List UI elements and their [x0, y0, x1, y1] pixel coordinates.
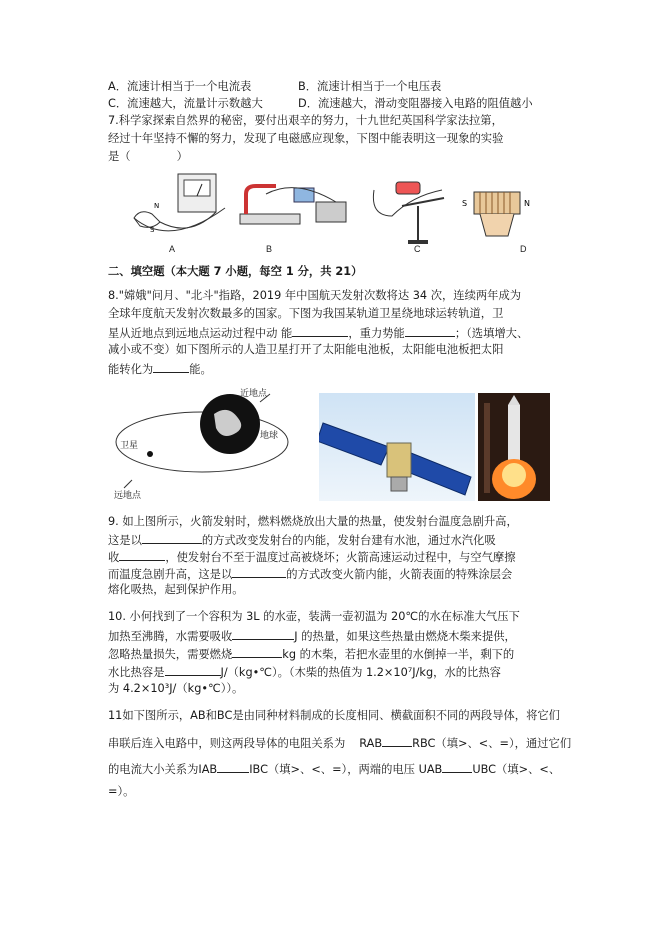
- q8-line5: 能转化为 能。: [108, 360, 212, 378]
- figure-c: [372, 176, 462, 246]
- q10-line5: 为 4.2×10³J/（kg•℃））。: [108, 682, 244, 695]
- q11-line3: 的电流大小关系为IAB IBC（填>、<、=），两端的电压 UAB UBC（填>、<、: [108, 760, 560, 778]
- figure-a: [130, 168, 230, 246]
- q11-line4: =）。: [108, 785, 135, 798]
- section-title: 二、填空题（本大题 7 小题，每空 1 分，共 21）: [108, 265, 363, 278]
- q7-line2: 经过十年坚持不懈的努力，发现了电磁感应现象，下图中能表明这一现象的实验: [108, 132, 504, 145]
- rocket-image: [478, 393, 550, 501]
- q7-line3: 是（ ）: [108, 150, 188, 163]
- q8-line4: 减小或不变）如下图所示的人造卫星打开了太阳能电池板，太阳能电池板把太阳: [108, 343, 504, 356]
- q11-line2: 串联后连入电路中，则这两段导体的电阻关系为 RAB RBC（填>、<、=），通过它们: [108, 734, 571, 752]
- q10-line2: 加热至沸腾，水需要吸收 J 的热量，如果这些热量由燃烧木柴来提供，: [108, 627, 516, 645]
- q8-line3: 星从近地点到远地点运动过程中动 能 ，重力势能 ；（选填增大、: [108, 324, 528, 342]
- fig-label-a: A: [169, 244, 176, 254]
- q10-line3: 忽略热量损失，需要燃烧 kg 的木柴，若把水壶里的水倒掉一半，剩下的: [108, 645, 514, 663]
- satellite-image: [319, 393, 475, 501]
- q8-line2: 全球年度航天发射次数最多的国家。下图为我国某轨道卫星绕地球运转轨道，卫: [108, 307, 504, 320]
- option-a: A．流速计相当于一个电流表: [108, 80, 252, 93]
- fig-label-b: B: [266, 244, 273, 254]
- option-d: D．流速越大，滑动变阻器接入电路的阻值越小: [298, 97, 533, 110]
- label-apogee: 近地点: [240, 388, 268, 398]
- q9-line4: 而温度急剧升高，这是以 的方式改变火箭内能，火箭表面的特殊涂层会: [108, 565, 512, 583]
- label-earth: 地球: [260, 430, 279, 440]
- option-b: B．流速计相当于一个电压表: [298, 80, 442, 93]
- svg-text:S: S: [462, 199, 468, 208]
- svg-text:N: N: [524, 199, 530, 208]
- q9-line1: 9. 如上图所示，火箭发射时，燃料燃烧放出大量的热量，使发射台温度急剧升高，: [108, 515, 518, 528]
- q11-line1: 11如下图所示，AB和BC是由同种材料制成的长度相同、横截面积不同的两段导体，将它们: [108, 709, 560, 722]
- q7-line1: 7.科学家探索自然界的秘密，要付出艰辛的努力，十九世纪英国科学家法拉第，: [108, 114, 503, 127]
- label-perigee: 远地点: [114, 490, 142, 500]
- svg-text:N: N: [154, 202, 160, 210]
- figure-b: [236, 178, 354, 240]
- label-satellite: 卫星: [120, 440, 139, 450]
- fig-label-c: C: [414, 244, 421, 254]
- option-c: C．流速越大，流量计示数越大: [108, 97, 263, 110]
- q10-line4: 水比热容是 J/（kg•℃）。（木柴的热值为 1.2×10⁷J/kg，水的比热容: [108, 663, 501, 681]
- q9-line5: 熔化吸热，起到保护作用。: [108, 583, 244, 596]
- q10-line1: 10. 小何找到了一个容积为 3L 的水壶，装满一壶初温为 20℃的水在标准大气压下: [108, 610, 520, 623]
- q9-line2: 这是以 的方式改变发射台的内能，发射台建有水池，通过水汽化吸: [108, 531, 496, 549]
- q9-line3: 收 ，使发射台不至于温度过高被烧坏；火箭高速运动过程中，与空气摩擦: [108, 548, 516, 566]
- svg-text:S: S: [150, 226, 155, 234]
- fig-label-d: D: [520, 244, 527, 254]
- figure-d: [460, 178, 540, 240]
- q8-line1: 8."嫦娥"问月、"北斗"指路，2019 年中国航天发射次数将达 34 次，连续两年成为: [108, 289, 522, 302]
